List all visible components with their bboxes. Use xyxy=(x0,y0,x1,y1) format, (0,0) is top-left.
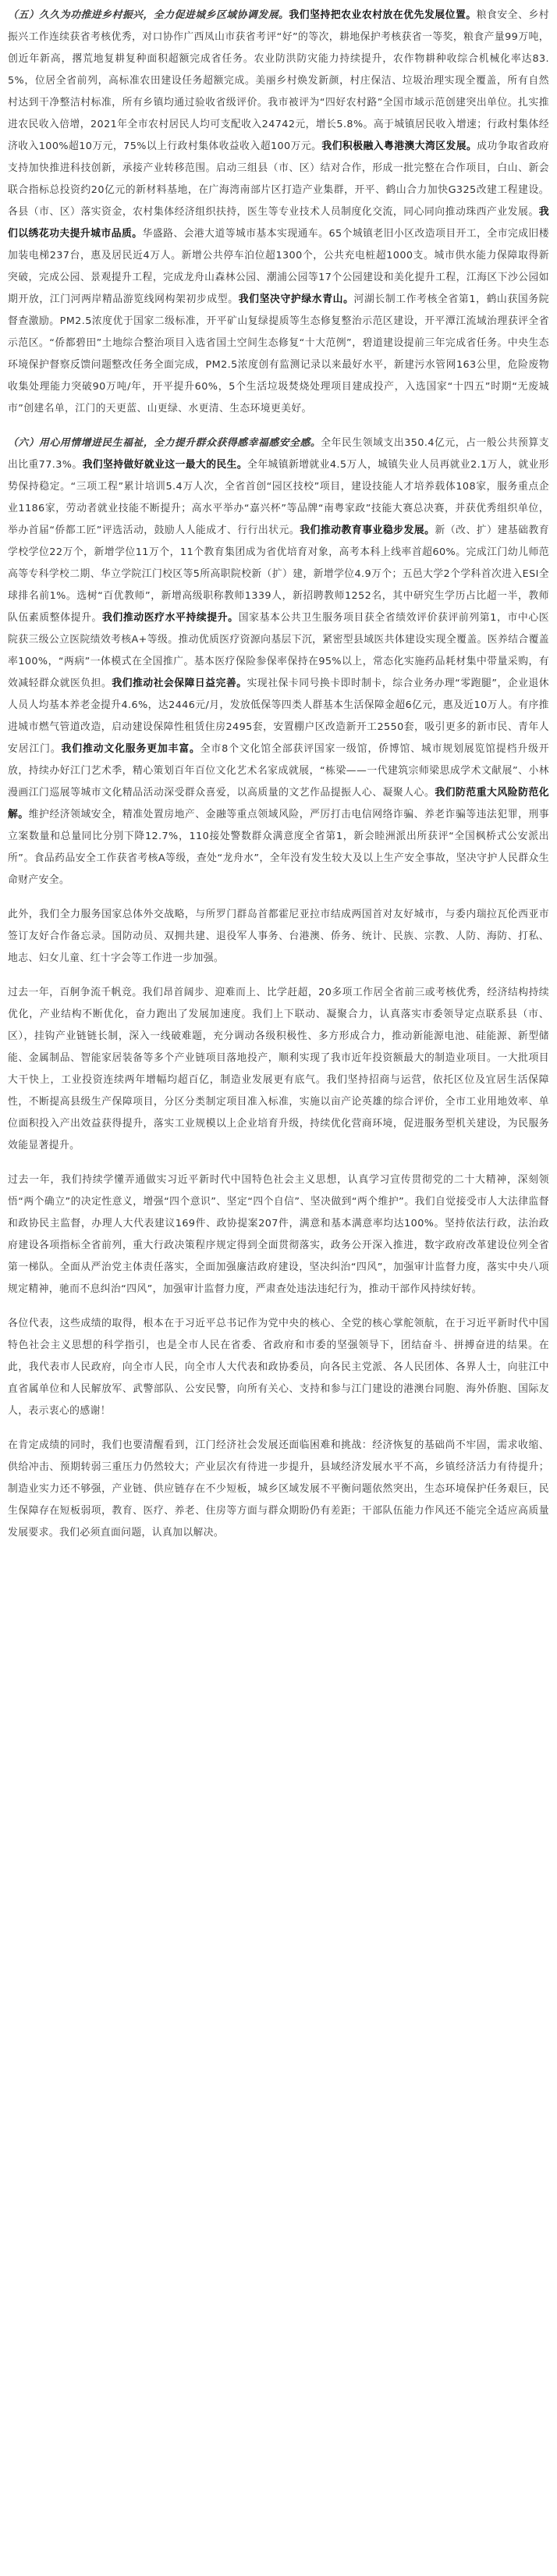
bold-lead-sentence: 我们积极融入粤港澳大湾区发展。 xyxy=(321,141,477,152)
bold-lead-sentence: 我们以绣花功夫提升城市品质。 xyxy=(8,206,549,240)
bold-lead-sentence: 我们推动文化服务更加丰富。 xyxy=(61,743,200,755)
paragraph-challenges xyxy=(8,1435,549,1544)
body-text: 过去一年，我们持续学懂弄通做实习近平新时代中国特色社会主义思想，认真学习宣传贯彻党的二十大精神，深刻领悟“两个确立”的决定性意义，增强“四个意识”、坚定“四个自信”、坚决做到“两个维护”。我们自觉接受市人大法律监督和政协民主监督，办理人大代表建议169件、政协提案207件，满意和基本满意率均达100%。坚持依法行政，法治政府建设各项指标全省前列，重大行政决策程序规定得到全面贯彻落实，政务公开深入推进，数字政府改革建设位列全省第一梯队。全面从严治党主体责任落实，全面加强廉洁政府建设，坚决纠治“四风”，加强审计监督力度，落实中央八项规定精神，驰而不息纠治“四风”，加强审计监督力度，严肃查处违法违纪行为，推动干部作风持续好转。 xyxy=(8,1174,549,1295)
body-text: 实现社保卡同号换卡即时制卡，综合业务办理“零跑腿”，企业退休人员人均基本养老金提升4.6%，达2446元/月，发放低保等四类人群基本生活保障金超6亿元，惠及近10万人。有序推进城市燃气管道改造，启动建设保障性租赁住房2495套，安置棚户区改造新开工2550套，吸引更多的新市民、青年人安居江门。 xyxy=(8,678,550,755)
bold-lead-sentence: 我们推动教育事业稳步发展。 xyxy=(300,525,435,536)
paragraph-rural-revitalization xyxy=(8,5,549,420)
body-text: 成功争取省政府支持加快推进科技创新，承接产业转移范围。启动三组县（市、区）结对合作，形成一批完整在合作项目，白山、新会联合指标总投资约20亿元的新材料基地，在广海湾南部片区打造产业集群，开平、鹤山合力加快G325改建工程建设。各县（市、区）落实资金，农村集体经济组织扶持，医生等专业技术人员制度化交流，同心同向推动珠西产业发展。 xyxy=(8,141,549,218)
body-text: 全年民生领域支出350.4亿元，占一般公共预算支出比重77.3%。 xyxy=(8,437,550,471)
body-text: 国家基本公共卫生服务项目获全省绩效评价获评前列第1，市中心医院获三级公立医院绩效考核A+等级。推动优质医疗资源向基层下沉，紧密型县域医共体建设实现全覆盖。医养结合覆盖率100%，“两病”一体模式在全国推广。基本医疗保险参保率保持在95%以上，常态化实施药品耗材集中带量采购，有效减轻群众就医负担。 xyxy=(8,612,549,689)
bold-lead-sentence: 我们坚持把农业农村放在优先发展位置。 xyxy=(289,9,477,21)
paragraph-diplomacy xyxy=(8,904,549,970)
bold-lead-sentence: 我们推动社会保障日益完善。 xyxy=(112,678,247,689)
body-text: 此外，我们全力服务国家总体外交战略，与所罗门群岛首都霍尼亚拉市结成两国首对友好城市，与委内瑞拉瓦伦西亚市签订友好合作备忘录。国防动员、双拥共建、退役军人事务、台港澳、侨务、统计、民族、宗教、人防、海防、打私、地志、妇女儿童、红十字会等工作进一步加强。 xyxy=(8,909,549,964)
body-text: 过去一年，百舸争流千帆竞。我们昂首阔步、迎难而上、比学赶超，20多项工作居全省前三或考核优秀，经济结构持续优化，产业结构不断优化，奋力跑出了发展加速度。我们上下联动、凝聚合力，认真落实市委领导定点联系县（市、区），挂钩产业链链长制，深入一线破难题，充分调动各级积极性、多方形成合力，推动新能源电池、硅能源、新型储能、金属制品、智能家居装备等多个产业链项目落地投产，顺利实现了我市近年投资额最大的制造业项目。一大批项目大干快上，工业投资连续两年增幅均超百亿，制造业发展更有底气。我们坚持招商与运营，依托区位及宜居生活保障性，不断提高县级生产保障项目，分区分类制定项目准入标准，实施以亩产论英雄的综合评价，全市工业用地效率、单位面积投入产出效益获得提升，落实工业规模以上企业培育升级，持续优化营商环境，促进服务型机关建设，为民服务效能显著提升。 xyxy=(8,987,549,1151)
body-text: 河湖长制工作考核全省第1，鹤山获国务院督查激励。PM2.5浓度优于国家二级标准，开平矿山复绿提质等生态修复整治示范区建设，开平潭江流域治理获评全省示范区。“侨都碧田”土地综合整治项目入选省国土空间生态修复“十大范例”，碧道建设提前三年完成省任务。中央生态环境保护督察反馈问题整改任务全面完成，PM2.5浓度创有监测记录以来最好水平，新建污水管网163公里，危险废物收集处理能力突破90万吨/年，开平提升60%，5个生活垃圾焚烧处理项目建成投产，入选国家“十四五”时期“无废城市”创建名单，江门的天更蓝、山更绿、水更清、生态环境更美好。 xyxy=(8,294,549,415)
body-text: 全市8个文化馆全部获评国家一级馆，侨博馆、城市规划展览馆提档升级开放，持续办好江门艺术季，精心策划百年百位文化艺术名家成就展，“栋梁——一代建筑宗师梁思成学术文献展”、小林漫画江门巡展等城市文化精品活动深受群众喜爱，以高质量的文艺作品提振人心、凝聚人心。 xyxy=(8,743,549,799)
bold-lead-sentence: 我们防范重大风险防范化解。 xyxy=(8,787,549,820)
section-heading: （五）久久为功推进乡村振兴，全力促进城乡区域协调发展。 xyxy=(8,9,289,21)
bold-lead-sentence: 我们坚持做好就业这一最大的民生。 xyxy=(82,459,248,471)
body-text: 华盛路、会港大道等城市基本实现通车。65个城镇老旧小区改造项目开工，全市完成旧楼加装电梯237台，惠及居民近4万人。新增公共停车泊位超1300个，公共充电桩超1000支。城市供水能力保障取得新突破，完成公园、景观提升工程，完成龙舟山森林公园、潮浦公园等17个公园建设和美化提升工程，江海区下沙公园如期开放，江门河两岸精品游览线网构架初步成型。 xyxy=(8,228,549,305)
bold-lead-sentence: 我们坚决守护绿水青山。 xyxy=(238,294,354,305)
body-text: 粮食安全、乡村振兴工作连续获省考核优秀，对口协作广西凤山市获省考评“好”的等次，耕地保护考核获省一等奖，粮食产量99万吨，创近年新高，撂荒地复耕复种面积超额完成省任务。农业防洪防灾能力持续提升，农作物耕种收综合机械化率达83.5%，位居全省前列，高标准农田建设任务超额完成。美丽乡村焕发新颜，村庄保洁、垃圾治理实现全覆盖，所有自然村达到干净整洁村标准，所有乡镇均通过验收省级评价。我市被评为“四好农村路”全国市域示范创建突出单位。扎实推进农民收入倍增，2021年全市农村居民人均可支配收入24742元，增长5.8%。高于城镇居民收入增速；行政村集体经济收入100%超10万元，75%以上行政村集体收益收入超100万元。 xyxy=(8,9,549,152)
body-text: 各位代表，这些成绩的取得，根本在于习近平总书记作为党中央的核心、全党的核心掌舵领航，在于习近平新时代中国特色社会主义思想的科学指引，也是全市人民在省委、省政府和市委的坚强领导下，团结奋斗、拼搏奋进的结果。在此，我代表市人民政府，向全市人民，向全市人大代表和政协委员，向各民主党派、各人民团体、各界人士，向驻江中直省属单位和人民解放军、武警部队、公安民警，向所有关心、支持和参与江门建设的港澳台同胞、海外侨胞、国际友人，表示衷心的感谢！ xyxy=(8,1318,549,1417)
section-heading: （六）用心用情增进民生福祉，全力提升群众获得感幸福感安全感。 xyxy=(8,437,321,449)
body-text: 全年城镇新增就业4.5万人，城镇失业人员再就业2.1万人，就业形势保持稳定。“三项工程”累计培训5.4万人次，全省首创“园区技校”项目，建设技能人才培养载体108家，服务重点企业1186家，劳动者就业技能不断提升；高水平举办“嘉兴杯”等品牌“南粤家政”技能大赛总决赛，并获优秀组织单位，举办首届“侨都工匠”评选活动，鼓励人人能成才、行行出状元。 xyxy=(8,459,549,536)
body-text: 在肯定成绩的同时，我们也要清醒看到，江门经济社会发展还面临困难和挑战：经济恢复的基础尚不牢固，需求收缩、供给冲击、预期转弱三重压力仍然较大；产业层次有待进一步提升，县域经济发展水平不高，乡镇经济活力有待提升；制造业实力还不够强，产业链、供应链存在不少短板，城乡区域发展不平衡问题依然突出，生态环境保护任务艰巨，民生保障存在短板弱项，教育、医疗、养老、住房等方面与群众期盼仍有差距；干部队伍能力作风还不能完全适应高质量发展要求。我们必须直面问题，认真加以解决。 xyxy=(8,1439,549,1539)
bold-lead-sentence: 我们推动医疗水平持续提升。 xyxy=(101,612,239,624)
paragraph-past-year-development xyxy=(8,982,549,1157)
body-text: 维护经济领域安全，精准处置房地产、金融等重点领域风险，严厉打击电信网络诈骗、养老诈骗等违法犯罪，刑事立案数量和总量同比分别下降12.7%，110接处警数群众满意度全省第1，新会睦洲派出所获评“全国枫桥式公安派出所”。食品药品安全工作获省考核A等级，查处“龙舟水”，全年没有发生较大及以上生产安全事故，坚决守护人民群众生命财产安全。 xyxy=(8,809,549,886)
paragraph-party-building xyxy=(8,1169,549,1300)
paragraph-livelihood xyxy=(8,432,549,891)
paragraph-acknowledgement xyxy=(8,1313,549,1422)
body-text: 新（改、扩）建基础教育学校学位22万个，新增学位11万个，11个教育集团成为省优培育对象，高考本科上线率首超60%。完成江门幼儿师范高等专科学校二期、华立学院江门校区等5所高职院校新（扩）建，新增学位4.9万个；五邑大学2个学科首次进入ESI全球排名前1%。选树“百优教师”，新增高级职称教师1339人，新招聘教师1252名，其中研究生学历占比超一半，教师队伍素质整体提升。 xyxy=(8,525,550,624)
